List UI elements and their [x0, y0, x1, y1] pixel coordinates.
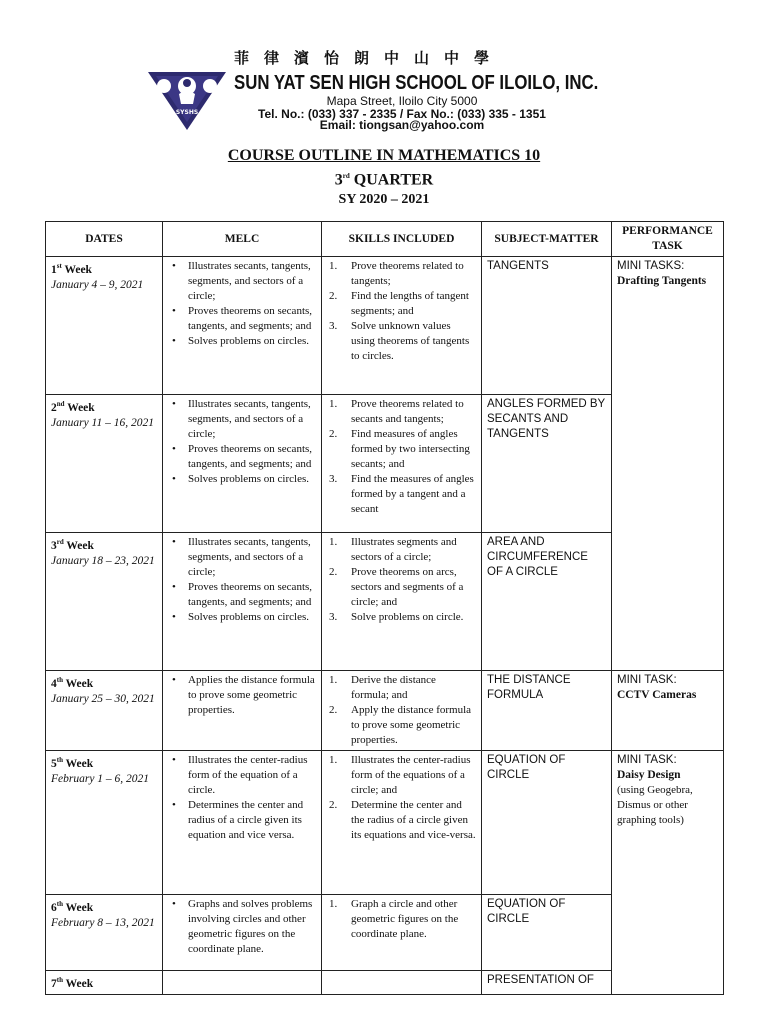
date-range: February 8 – 13, 2021	[51, 916, 155, 929]
melc-item: • Illustrates secants, tangents, segments, and sectors of a circle;	[188, 535, 316, 580]
skill-item: Derive the distance formula; and	[351, 674, 436, 701]
skills-cell	[322, 533, 482, 671]
melc-cell	[163, 971, 322, 995]
week-suffix: nd	[56, 400, 65, 408]
week-number: 3	[51, 539, 57, 552]
melc-item: • Proves theorems on secants, tangents, and segments; and	[188, 304, 316, 334]
skill-item: Illustrates segments and sectors of a circle;	[351, 536, 457, 563]
quarter-title	[0, 166, 768, 190]
dates-cell	[46, 971, 163, 995]
skills-cell	[322, 751, 482, 895]
header-skills: SKILLS INCLUDED	[322, 222, 482, 257]
week-number: 6	[51, 901, 57, 914]
skill-item: Solve problems on circle.	[351, 611, 464, 623]
quarter-word: QUARTER	[349, 171, 434, 189]
week-number: 7	[51, 977, 57, 990]
header-melc: MELC	[163, 222, 322, 257]
melc-item: • Determines the center and radius of a circle given its equation and vice versa.	[188, 798, 316, 843]
school-year: SY 2020 – 2021	[338, 192, 430, 208]
date-range: January 11 – 16, 2021	[51, 416, 154, 429]
task-label: MINI TASK:	[617, 754, 677, 766]
skills-cell	[322, 395, 482, 533]
school-address: Mapa Street, Iloilo City 5000	[326, 94, 478, 108]
week-word: Week	[62, 901, 94, 914]
date-range: January 4 – 9, 2021	[51, 278, 144, 291]
melc-item: • Illustrates the center-radius form of the equation of a circle.	[188, 753, 316, 798]
week-label	[51, 973, 157, 992]
melc-cell	[163, 533, 322, 671]
skills-cell	[322, 971, 482, 995]
melc-cell	[163, 751, 322, 895]
skill-item: Find the measures of angles formed by a tangent and a secant	[351, 473, 474, 515]
subject-matter-cell: AREA AND CIRCUMFERENCE OF A CIRCLE	[482, 533, 612, 671]
skill-item: Graph a circle and other geometric figures on the coordinate plane.	[351, 898, 459, 940]
melc-item: • Graphs and solves problems involving circles and other geometric figures on the coordinate plane.	[188, 897, 316, 957]
task-label: MINI TASKS:	[617, 260, 685, 272]
dates-cell	[46, 257, 163, 395]
melc-cell	[163, 257, 322, 395]
week-label	[51, 397, 157, 416]
task-note: (using Geogebra, Dismus or other graphing tools)	[617, 784, 693, 826]
week-label	[51, 673, 157, 692]
subject-matter-cell: EQUATION OF CIRCLE	[482, 751, 612, 895]
document-titles	[0, 146, 768, 210]
melc-item: • Illustrates secants, tangents, segments, and sectors of a circle;	[188, 397, 316, 442]
week-suffix: th	[56, 756, 63, 764]
week-number: 2	[51, 401, 57, 414]
week-suffix: th	[56, 900, 63, 908]
skill-item: Prove theorems related to tangents;	[351, 260, 464, 287]
table-row	[46, 751, 724, 895]
header-performance: PERFORMANCE TASK	[612, 222, 724, 257]
melc-item: • Solves problems on circles.	[188, 472, 316, 487]
skill-item: Find the lengths of tangent segments; and	[351, 290, 469, 317]
week-label	[51, 259, 157, 278]
week-word: Week	[62, 977, 94, 990]
quarter-number: 3	[334, 171, 343, 189]
table-header-row	[46, 222, 724, 257]
skill-item: Apply the distance formula to prove some geometric properties.	[351, 704, 472, 746]
logo-text: SYSHS	[175, 109, 199, 116]
skills-cell	[322, 895, 482, 971]
melc-item: • Proves theorems on secants, tangents, and segments; and	[188, 580, 316, 610]
skill-item: Prove theorems on arcs, sectors and segments of a circle; and	[351, 566, 464, 608]
week-number: 4	[51, 677, 57, 690]
melc-item: • Solves problems on circles.	[188, 334, 316, 349]
quarter-suffix: rd	[342, 172, 350, 180]
week-label	[51, 897, 157, 916]
performance-task-cell	[612, 257, 724, 671]
table-row	[46, 671, 724, 751]
week-suffix: st	[56, 262, 62, 270]
header-subject: SUBJECT-MATTER	[482, 222, 612, 257]
task-name: Drafting Tangents	[617, 275, 707, 287]
subject-matter-cell: THE DISTANCE FORMULA	[482, 671, 612, 751]
date-range: February 1 – 6, 2021	[51, 772, 150, 785]
dates-cell	[46, 895, 163, 971]
week-suffix: th	[56, 976, 63, 984]
week-number: 5	[51, 757, 57, 770]
skills-cell	[322, 257, 482, 395]
week-suffix: rd	[56, 538, 64, 546]
week-word: Week	[62, 757, 94, 770]
task-label: MINI TASK:	[617, 674, 677, 686]
melc-cell	[163, 895, 322, 971]
subject-matter-cell: EQUATION OF CIRCLE	[482, 895, 612, 971]
week-label	[51, 535, 157, 554]
melc-item: • Proves theorems on secants, tangents, and segments; and	[188, 442, 316, 472]
chinese-school-name: 菲律濱怡朗中山中學	[234, 49, 505, 67]
table-row	[46, 257, 724, 395]
week-word: Week	[63, 539, 94, 552]
dates-cell	[46, 671, 163, 751]
date-range: January 18 – 23, 2021	[51, 554, 155, 567]
skill-item: Prove theorems related to secants and tangents;	[351, 398, 464, 425]
course-title: COURSE OUTLINE IN MATHEMATICS 10	[227, 147, 541, 164]
dates-cell	[46, 751, 163, 895]
performance-task-cell	[612, 751, 724, 995]
skill-item: Illustrates the center-radius form of the equations of a circle; and	[351, 754, 471, 796]
melc-item: • Illustrates secants, tangents, segments, and sectors of a circle;	[188, 259, 316, 304]
task-name: CCTV Cameras	[617, 689, 697, 701]
subject-matter-cell: PRESENTATION OF	[482, 971, 612, 995]
date-range: January 25 – 30, 2021	[51, 692, 155, 705]
subject-matter-cell: ANGLES FORMED BY SECANTS AND TANGENTS	[482, 395, 612, 533]
week-label	[51, 753, 157, 772]
melc-cell	[163, 671, 322, 751]
skill-item: Determine the center and the radius of a circle given its equations and vice-versa.	[351, 799, 476, 841]
task-name: Daisy Design	[617, 769, 681, 781]
performance-task-cell	[612, 671, 724, 751]
school-email: Email: tiongsan@yahoo.com	[319, 118, 485, 132]
melc-item: • Applies the distance formula to prove some geometric properties.	[188, 673, 316, 718]
letterhead	[0, 0, 768, 140]
header-dates: DATES	[46, 222, 163, 257]
school-name: SUN YAT SEN HIGH SCHOOL OF ILOILO, INC.	[234, 72, 599, 94]
week-word: Week	[61, 263, 92, 276]
skills-cell	[322, 671, 482, 751]
skill-item: Find measures of angles formed by two intersecting secants; and	[351, 428, 470, 470]
week-word: Week	[62, 677, 94, 690]
subject-matter-cell: TANGENTS	[482, 257, 612, 395]
course-outline-table	[45, 221, 724, 995]
week-suffix: th	[56, 676, 63, 684]
skill-item: Solve unknown values using theorems of tangents to circles.	[351, 320, 470, 362]
dates-cell	[46, 533, 163, 671]
melc-cell	[163, 395, 322, 533]
dates-cell	[46, 395, 163, 533]
melc-item: • Solves problems on circles.	[188, 610, 316, 625]
week-word: Week	[64, 401, 95, 414]
school-phone: Tel. No.: (033) 337 - 2335 / Fax No.: (033) 335 - 1351	[258, 107, 546, 121]
week-number: 1	[51, 263, 57, 276]
